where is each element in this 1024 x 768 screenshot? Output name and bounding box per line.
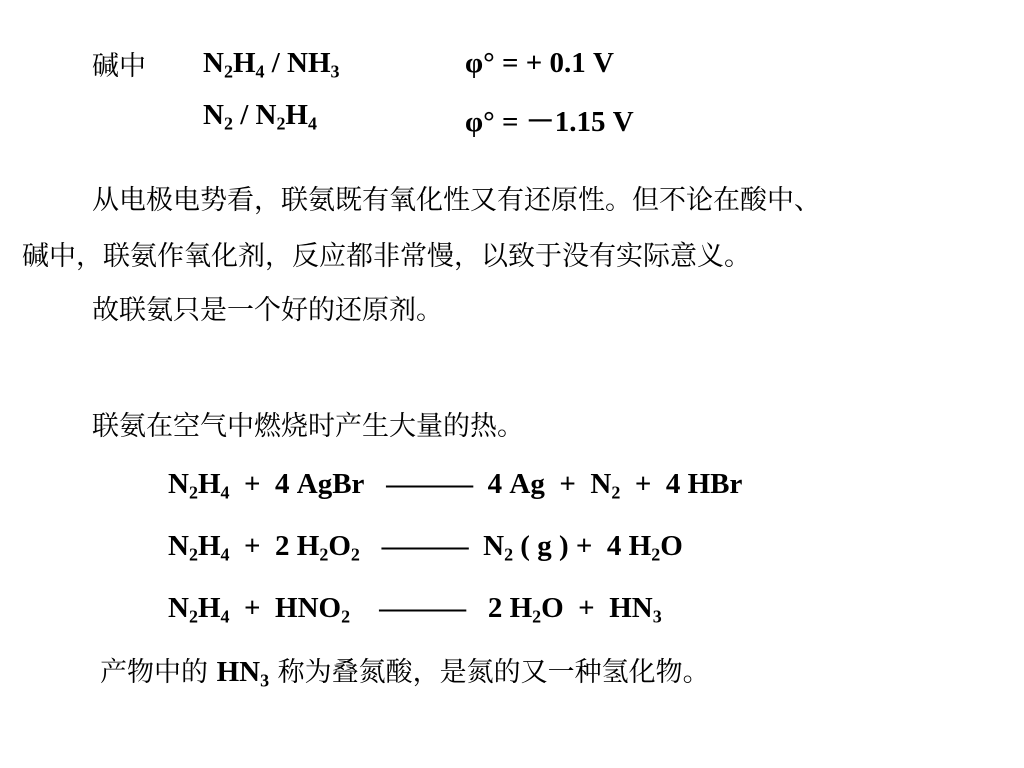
conclusion-before: 产物中的 (100, 657, 217, 688)
redox-couple-2: $N_2 / N_2H_4$ (203, 99, 317, 134)
reaction-3: $N_2H_4 + HNO_2$ ——— 2 $H_2O + HN_3$ (168, 592, 662, 627)
redox-couple-1: $N_2H_4 / NH_3$ (203, 47, 340, 82)
conclusion (100, 650, 710, 689)
medium-label: 碱中 (92, 51, 146, 82)
reaction-2: $N_2H_4 + 2$ $H_2O_2$ ——— $N_2$ ( g ) + 4 $H_2O$ (168, 530, 683, 565)
paragraph-3: 联氨在空气中燃烧时产生大量的热。 (92, 411, 524, 442)
paragraph-1-line-1: 从电极电势看，联氨既有氧化性又有还原性。但不论在酸中、 (92, 185, 821, 216)
potential-value-1: φ° = + 0.1 V (465, 47, 614, 79)
conclusion-after: 称为叠氮酸，是氮的又一种氢化物。 (269, 657, 710, 688)
paragraph-1-line-2: 碱中，联氨作氧化剂，反应都非常慢，以致于没有实际意义。 (22, 241, 751, 272)
reaction-1: $N_2H_4 + 4$ AgBr ——— 4 $Ag + N_2 + 4$ HBr (168, 468, 743, 503)
paragraph-2: 故联氨只是一个好的还原剂。 (92, 295, 443, 326)
potential-value-2: φ° = －1.15 V (465, 106, 634, 138)
hydrazoic-acid-formula: $HN_3$ (216, 656, 270, 691)
